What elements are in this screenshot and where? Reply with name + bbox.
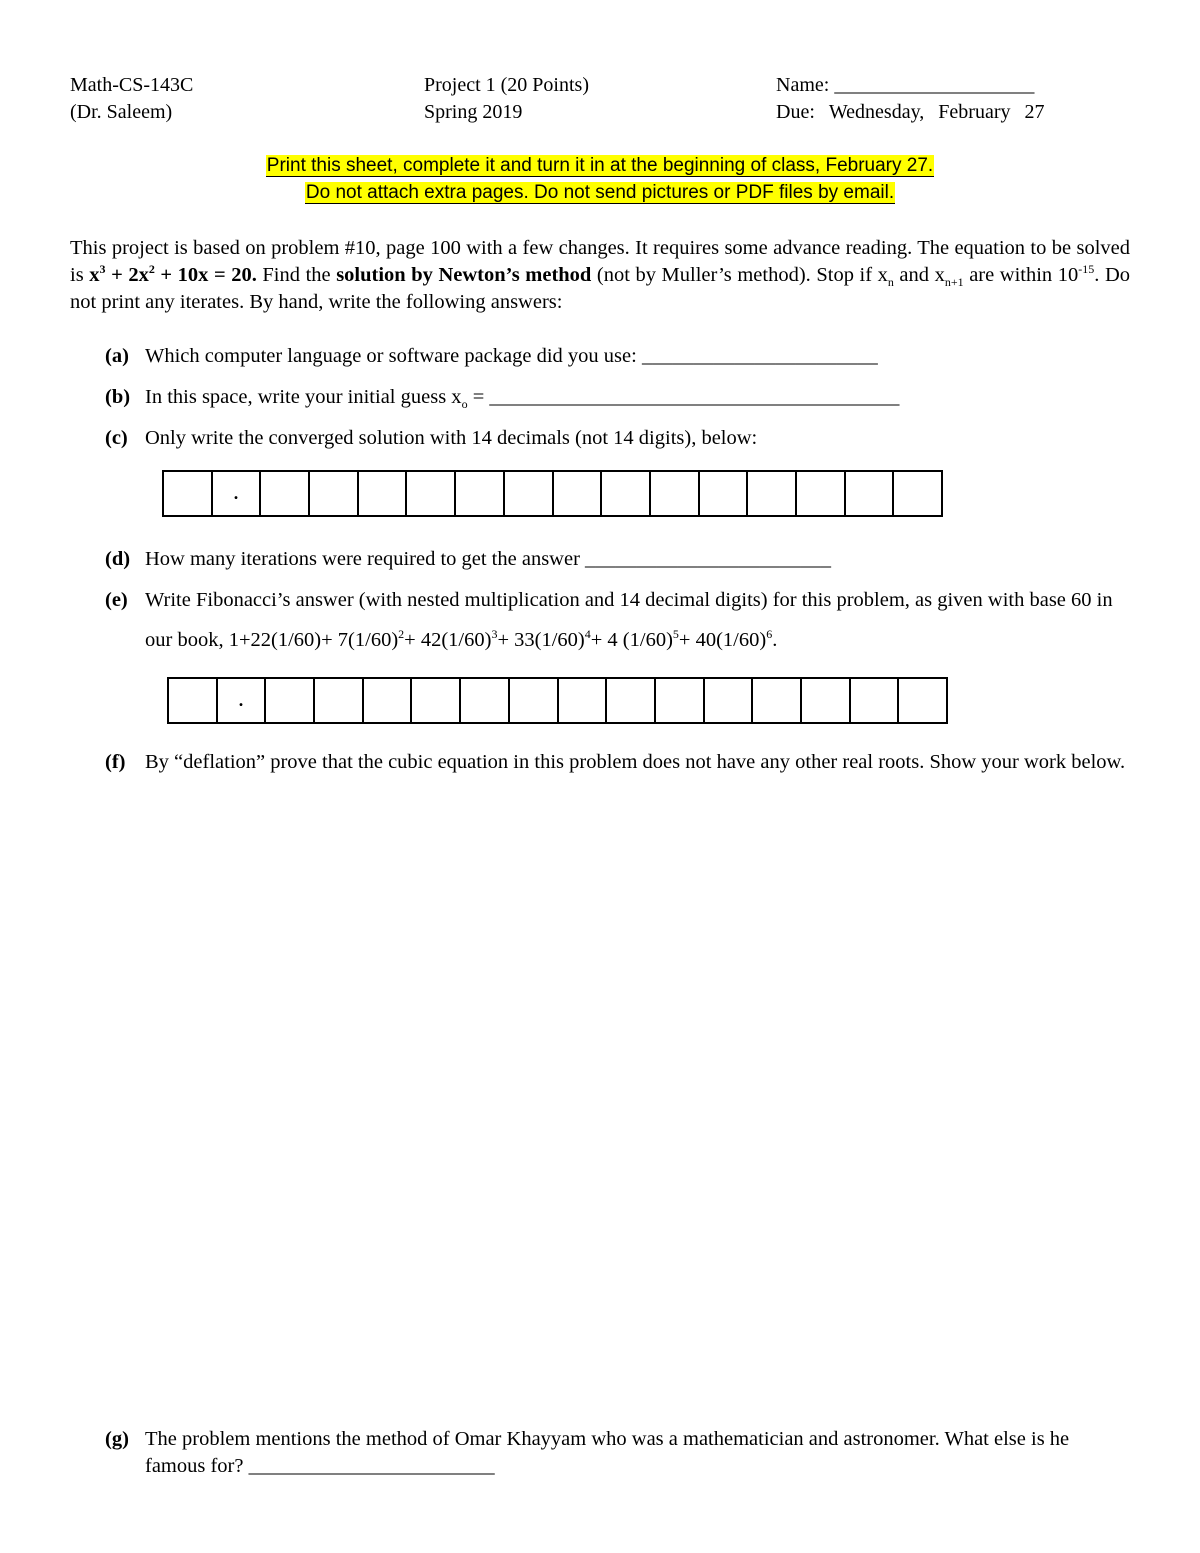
intro-text-3: (not by Muller’s method). Stop if x bbox=[591, 264, 888, 286]
grid-e-cell[interactable] bbox=[266, 679, 315, 722]
name-label: Name: bbox=[776, 74, 830, 96]
grid-c-cell[interactable] bbox=[602, 472, 651, 515]
course-code: Math-CS-143C bbox=[70, 74, 194, 96]
grid-c-cell[interactable] bbox=[748, 472, 797, 515]
notice-text-2: Do not attach extra pages. Do not send pictures or PDF files by email. bbox=[305, 182, 895, 203]
grid-e-decimal-cell[interactable]: . bbox=[218, 679, 267, 722]
question-c-label: (c) bbox=[105, 427, 128, 449]
question-e-label: (e) bbox=[105, 589, 128, 611]
work-area[interactable] bbox=[145, 810, 1130, 1410]
question-f-label: (f) bbox=[105, 751, 126, 773]
question-b-text[interactable] bbox=[145, 384, 1130, 411]
solution-method: solution by Newton’s method bbox=[336, 264, 592, 286]
answer-grid-e bbox=[167, 677, 948, 724]
grid-c-cell[interactable] bbox=[407, 472, 456, 515]
due-day: Wednesday, bbox=[828, 101, 925, 123]
intro-text-2: Find the bbox=[256, 264, 337, 286]
grid-c-cell[interactable] bbox=[651, 472, 700, 515]
question-b-sub: o bbox=[461, 397, 468, 412]
header-row-2 bbox=[70, 101, 1130, 127]
question-a bbox=[105, 343, 1130, 370]
question-d-label: (d) bbox=[105, 548, 131, 570]
question-d-text[interactable]: How many iterations were required to get the answer ________________________ bbox=[145, 548, 832, 570]
notice-line-1 bbox=[0, 155, 1200, 177]
exp-5: 5 bbox=[672, 627, 679, 642]
question-f-text: By “deflation” prove that the cubic equation in this problem does not have any other real roots. Show your work below. bbox=[145, 751, 1126, 773]
term-3: + 33(1/60) bbox=[497, 629, 585, 651]
equation bbox=[89, 264, 257, 286]
question-a-text[interactable]: Which computer language or software package did you use: _______________________ bbox=[145, 345, 878, 367]
term-5: + 40(1/60) bbox=[678, 629, 767, 651]
question-g bbox=[105, 1426, 1130, 1480]
grid-e-cell[interactable] bbox=[851, 679, 900, 722]
exp-6: 6 bbox=[766, 627, 773, 642]
grid-e-cell[interactable] bbox=[705, 679, 754, 722]
grid-e-cell[interactable] bbox=[169, 679, 218, 722]
sub-n1: n+1 bbox=[944, 275, 964, 290]
due-date-number: 27 bbox=[1024, 101, 1045, 123]
question-b-label: (b) bbox=[105, 386, 131, 408]
grid-c-cell[interactable] bbox=[164, 472, 213, 515]
eq-exp-2: 2 bbox=[148, 262, 155, 277]
question-g-label: (g) bbox=[105, 1428, 129, 1450]
grid-c-cell[interactable] bbox=[846, 472, 895, 515]
grid-c-cell[interactable] bbox=[554, 472, 603, 515]
name-blank[interactable]: ____________________ bbox=[834, 74, 1035, 96]
eq-exp-3: 3 bbox=[99, 262, 106, 277]
notice-line-2 bbox=[0, 182, 1200, 204]
grid-e-cell[interactable] bbox=[510, 679, 559, 722]
question-e bbox=[105, 587, 1130, 667]
instructor: (Dr. Saleem) bbox=[70, 101, 173, 123]
grid-e-cell[interactable] bbox=[899, 679, 946, 722]
grid-c-cell[interactable] bbox=[310, 472, 359, 515]
intro-text-4: and x bbox=[893, 264, 945, 286]
grid-c-cell[interactable] bbox=[700, 472, 749, 515]
grid-c-cell[interactable] bbox=[456, 472, 505, 515]
question-f bbox=[105, 749, 1130, 776]
intro-text-5: are within 10 bbox=[963, 264, 1079, 286]
grid-e-cell[interactable] bbox=[559, 679, 608, 722]
question-c-text: Only write the converged solution with 14 decimals (not 14 digits), below: bbox=[145, 427, 758, 449]
question-b bbox=[105, 384, 1130, 411]
grid-e-cell[interactable] bbox=[412, 679, 461, 722]
term-2: + 42(1/60) bbox=[404, 629, 492, 651]
question-e-text-1: Write Fibonacci’s answer (with nested multiplication and 14 decimal digits) for this problem, as given with base 60 in our book, 1+22(1/60)+ 7(1/60) bbox=[145, 589, 1113, 651]
intro-paragraph bbox=[70, 235, 1130, 316]
notice-text-1: Print this sheet, complete it and turn it in at the beginning of class, February 27. bbox=[266, 155, 934, 176]
grid-e-cell[interactable] bbox=[753, 679, 802, 722]
due-month: February bbox=[938, 101, 1011, 123]
name-field[interactable] bbox=[776, 74, 1034, 97]
grid-e-cell[interactable] bbox=[315, 679, 364, 722]
grid-c-cell[interactable] bbox=[797, 472, 846, 515]
grid-e-cell[interactable] bbox=[802, 679, 851, 722]
term: Spring 2019 bbox=[424, 101, 523, 123]
question-b-post[interactable]: = ________________________________________ bbox=[467, 386, 900, 408]
question-c bbox=[105, 425, 1130, 452]
grid-c-cell[interactable] bbox=[894, 472, 941, 515]
grid-c-cell[interactable] bbox=[261, 472, 310, 515]
due-label: Due: bbox=[776, 101, 815, 123]
grid-e-cell[interactable] bbox=[364, 679, 413, 722]
due-date bbox=[776, 101, 1044, 124]
question-a-label: (a) bbox=[105, 345, 129, 367]
sub-n: n bbox=[887, 275, 894, 290]
grid-c-cell[interactable] bbox=[359, 472, 408, 515]
term-4: + 4 (1/60) bbox=[590, 629, 673, 651]
question-b-pre: In this space, write your initial guess x bbox=[145, 386, 462, 408]
exp-3: 3 bbox=[491, 627, 498, 642]
intro-text-6: . Do not print any iterates. By hand, write the following answers: bbox=[70, 264, 1130, 313]
eq-x: x bbox=[89, 264, 100, 286]
question-g-text[interactable]: The problem mentions the method of Omar Khayyam who was a mathematician and astronomer. What else is he famous for? ________________________ bbox=[145, 1428, 1070, 1477]
exp-2: 2 bbox=[398, 627, 405, 642]
eq-end: + 10x = 20. bbox=[154, 264, 257, 286]
grid-e-cell[interactable] bbox=[656, 679, 705, 722]
term-6: . bbox=[772, 629, 778, 651]
grid-c-decimal-cell[interactable]: . bbox=[213, 472, 262, 515]
grid-c-cell[interactable] bbox=[505, 472, 554, 515]
intro-text-1: This project is based on problem #10, page 100 with a few changes. It requires some advance reading. The equation to be solved is bbox=[70, 237, 1130, 286]
exp-4: 4 bbox=[584, 627, 591, 642]
project-title: Project 1 (20 Points) bbox=[424, 74, 589, 96]
grid-e-cell[interactable] bbox=[461, 679, 510, 722]
answer-grid-c bbox=[162, 470, 943, 517]
exp-neg-15: -15 bbox=[1078, 262, 1095, 277]
eq-mid: + 2x bbox=[105, 264, 149, 286]
question-d bbox=[105, 546, 1130, 573]
question-e-text bbox=[145, 580, 1130, 660]
header-row-1 bbox=[70, 74, 1130, 100]
grid-e-cell[interactable] bbox=[607, 679, 656, 722]
